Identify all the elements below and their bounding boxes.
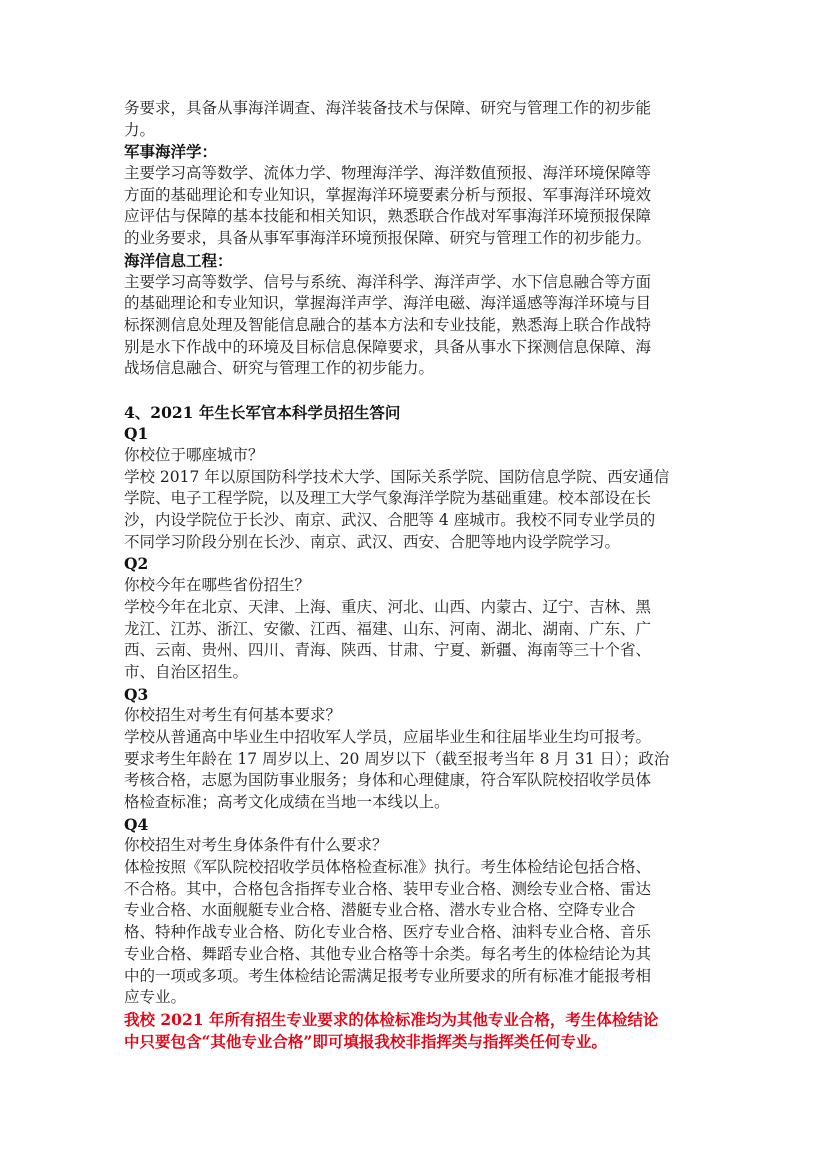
paragraph-line: 的业务要求，具备从事军事海洋环境预报保障、研究与管理工作的初步能力。 [124,229,652,248]
answer-line: 应专业。 [124,988,187,1007]
answer-line: 中的一项或多项。考生体检结论需满足报考专业所要求的所有标准才能报考相 [124,966,652,985]
paragraph-line: 别是水下作战中的环境及目标信息保障要求，具备从事水下探测信息保障、海 [124,337,652,356]
section-heading: 军事海洋学： [124,142,218,162]
paragraph-line: 的基础理论和专业知识，掌握海洋声学、海洋电磁、海洋遥感等海洋环境与目 [124,294,652,313]
question-label: Q4 [124,814,149,834]
spacer [124,380,704,402]
faq-item-q1 [124,423,704,553]
faq-item-q2 [124,553,704,683]
answer-line: 考核合格，志愿为国防事业服务；身体和心理健康，符合军队院校招收学员体 [124,771,652,790]
faq-item-q4 [124,814,704,1053]
faq-heading: 4、2021 年生长军官本科学员招生答问 [124,402,401,422]
section-continuation [124,98,704,141]
answer-line: 学校从普通高中毕业生中招收军人学员，应届毕业生和往届毕业生均可报考。 [124,727,652,746]
answer-line: 学校今年在北京、天津、上海、重庆、河北、山西、内蒙古、辽宁、吉林、黑 [124,597,652,616]
answer-line: 要求考生年龄在 17 周岁以上、20 周岁以下（截至报考当年 8 月 31 日）；政治 [124,749,670,768]
answer-line: 学校 2017 年以原国防科学技术大学、国际关系学院、国防信息学院、西安通信 [124,467,670,486]
highlight-note-line: 中只要包含“其他专业合格”即可填报我校非指挥类与指挥类任何专业。 [124,1031,607,1051]
faq-section [124,402,704,1053]
question-label: Q3 [124,684,149,704]
question-text: 你校位于哪座城市？ [124,446,264,464]
answer-line: 体检按照《军队院校招收学员体格检查标准》执行。考生体检结论包括合格、 [124,858,652,877]
answer-line: 格、特种作战专业合格、防化专业合格、医疗专业合格、油料专业合格、音乐 [124,923,652,942]
question-label: Q2 [124,554,149,574]
answer-line: 沙，内设学院位于长沙、南京、武汉、合肥等 4 座城市。我校不同专业学员的 [124,511,656,530]
answer-line: 不合格。其中，合格包含指挥专业合格、装甲专业合格、测绘专业合格、雷达 [124,879,652,898]
answer-line: 市、自治区招生。 [124,662,249,681]
paragraph-line: 战场信息融合、研究与管理工作的初步能力。 [124,359,435,378]
question-label: Q1 [124,424,149,444]
answer-line: 不同学习阶段分别在长沙、南京、武汉、西安、合肥等地内设学院学习。 [124,532,621,551]
highlight-note-line: 我校 2021 年所有招生专业要求的体检标准均为其他专业合格，考生体检结论 [124,1009,659,1029]
ocean-info-engineering-section [124,250,704,380]
faq-item-q3 [124,684,704,814]
paragraph-line: 主要学习高等数学、流体力学、物理海洋学、海洋数值预报、海洋环境保障等 [124,164,652,183]
answer-line: 龙江、江苏、浙江、安徽、江西、福建、山东、河南、湖北、湖南、广东、广 [124,619,652,638]
paragraph-line: 力。 [124,120,156,139]
paragraph-line: 标探测信息处理及智能信息融合的基本方法和专业技能，熟悉海上联合作战特 [124,315,652,334]
military-oceanography-section [124,141,704,249]
answer-line: 格检查标准；高考文化成绩在当地一本线以上。 [124,793,450,811]
answer-line: 专业合格、舞蹈专业合格、其他专业合格等十余类。每名考生的体检结论为其 [124,944,652,963]
section-heading: 海洋信息工程： [124,250,233,270]
answer-line: 西、云南、贵州、四川、青海、陕西、甘肃、宁夏、新疆、海南等三十个省、 [124,641,652,660]
answer-line: 专业合格、水面舰艇专业合格、潜艇专业合格、潜水专业合格、空降专业合 [124,901,636,920]
paragraph-line: 方面的基础理论和专业知识，掌握海洋环境要素分析与预报、军事海洋环境效 [124,185,652,204]
answer-line: 学院、电子工程学院，以及理工大学气象海洋学院为基础重建。校本部设在长 [124,489,652,508]
paragraph-line: 主要学习高等数学、信号与系统、海洋科学、海洋声学、水下信息融合等方面 [124,272,652,291]
paragraph-line: 务要求，具备从事海洋调查、海洋装备技术与保障、研究与管理工作的初步能 [124,99,652,117]
paragraph-line: 应评估与保障的基本技能和相关知识，熟悉联合作战对军事海洋环境预报保障 [124,207,652,226]
question-text: 你校今年在哪些省份招生？ [124,576,311,595]
question-text: 你校招生对考生身体条件有什么要求？ [124,836,388,855]
question-text: 你校招生对考生有何基本要求？ [124,706,342,725]
document-page [124,98,704,1052]
